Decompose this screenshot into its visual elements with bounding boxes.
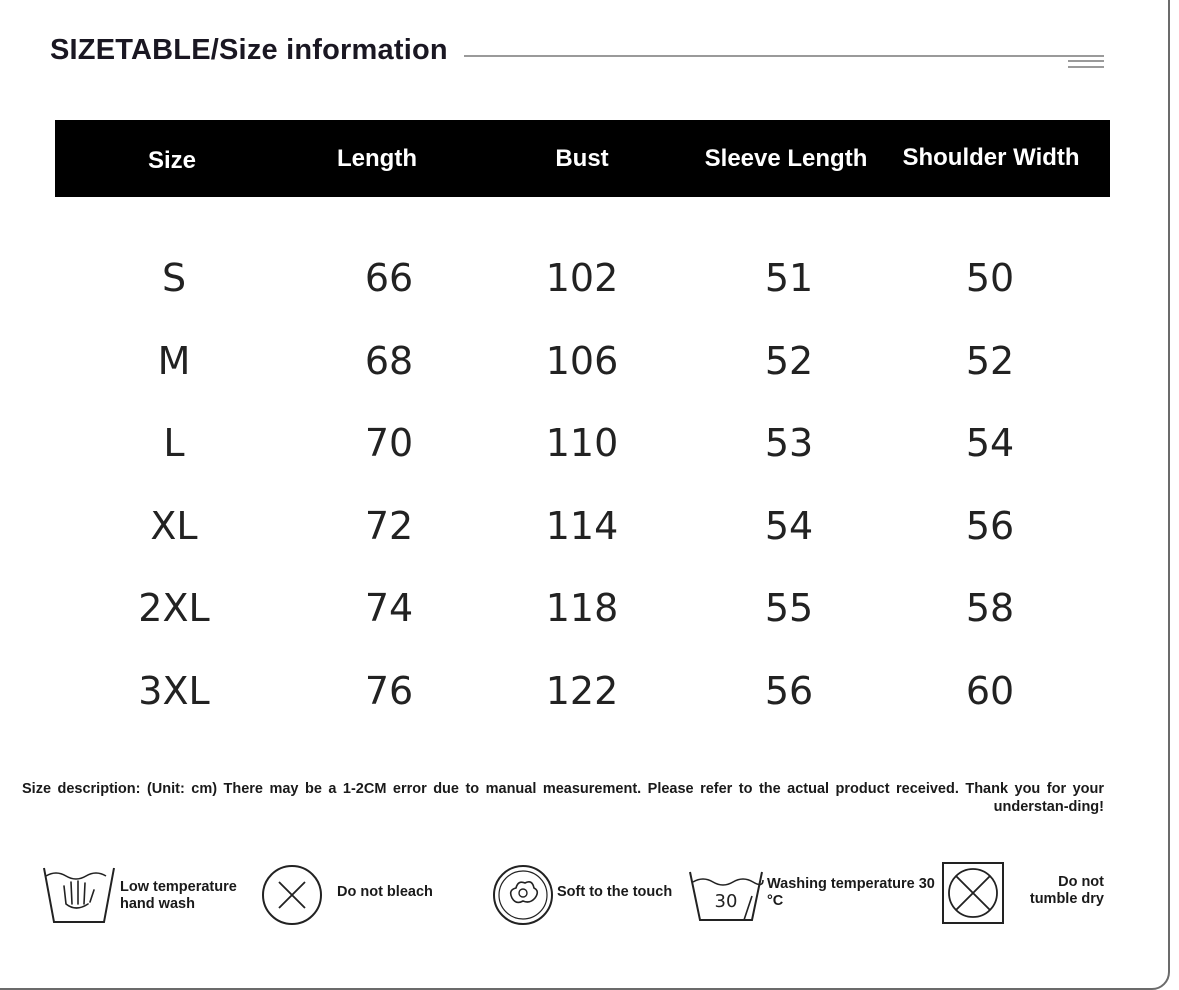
cell-shoulder: 54 [965, 421, 1015, 465]
table-header [55, 120, 1110, 197]
cotton-icon [492, 864, 554, 926]
header-size: Size [147, 147, 197, 174]
cell-bust: 110 [545, 421, 619, 465]
cell-length: 70 [364, 421, 414, 465]
cell-shoulder: 60 [965, 669, 1015, 713]
no-tumble-dry-icon [942, 862, 1004, 924]
header-bust: Bust [555, 145, 609, 172]
header-sleeve-length: Sleeve Length [704, 145, 868, 172]
cell-size: XL [150, 504, 198, 548]
table-row [0, 578, 1179, 638]
cell-sleeve: 53 [764, 421, 814, 465]
cell-length: 66 [364, 256, 414, 300]
page-title: SIZETABLE/Size information [50, 34, 448, 66]
wash-temp-number: 30 [714, 891, 738, 912]
cell-bust: 102 [545, 256, 619, 300]
menu-lines-icon [1068, 60, 1104, 72]
cell-shoulder: 50 [965, 256, 1015, 300]
hand-wash-label: Low temperature hand wash [120, 879, 237, 912]
header-length: Length [337, 145, 417, 172]
soft-label: Soft to the touch [557, 884, 673, 900]
cell-sleeve: 52 [764, 339, 814, 383]
wash-30-icon [688, 868, 766, 924]
cell-shoulder: 56 [965, 504, 1015, 548]
no-tumble-dry-label: Do not tumble dry [1029, 874, 1104, 907]
header-shoulder-width: Shoulder Width [902, 144, 1080, 171]
cell-sleeve: 51 [764, 256, 814, 300]
cell-size: S [161, 256, 187, 300]
table-row [0, 661, 1179, 721]
cell-length: 74 [364, 586, 414, 630]
cell-sleeve: 55 [764, 586, 814, 630]
cell-length: 72 [364, 504, 414, 548]
cell-sleeve: 54 [764, 504, 814, 548]
cell-size: 3XL [138, 669, 210, 713]
cell-bust: 114 [545, 504, 619, 548]
cell-bust: 122 [545, 669, 619, 713]
cell-size: 2XL [138, 586, 210, 630]
wash-temp-label: Washing temperature 30 °C [767, 876, 935, 909]
cell-shoulder: 58 [965, 586, 1015, 630]
cell-size: L [163, 421, 185, 465]
hand-wash-icon [42, 862, 120, 926]
cell-bust: 118 [545, 586, 619, 630]
cell-sleeve: 56 [764, 669, 814, 713]
table-row [0, 496, 1179, 556]
table-row [0, 331, 1179, 391]
cell-length: 76 [364, 669, 414, 713]
cell-bust: 106 [545, 339, 619, 383]
cell-size: M [157, 339, 191, 383]
size-description: Size description: (Unit: cm) There may be a 1-2CM error due to manual measurement. Please refer to the actual product received. Thank you for your understan-ding! [22, 781, 1104, 815]
cell-shoulder: 52 [965, 339, 1015, 383]
no-bleach-icon [261, 864, 323, 926]
table-row [0, 248, 1179, 308]
cell-length: 68 [364, 339, 414, 383]
table-row [0, 413, 1179, 473]
no-bleach-label: Do not bleach [337, 884, 433, 900]
title-divider [464, 55, 1104, 57]
